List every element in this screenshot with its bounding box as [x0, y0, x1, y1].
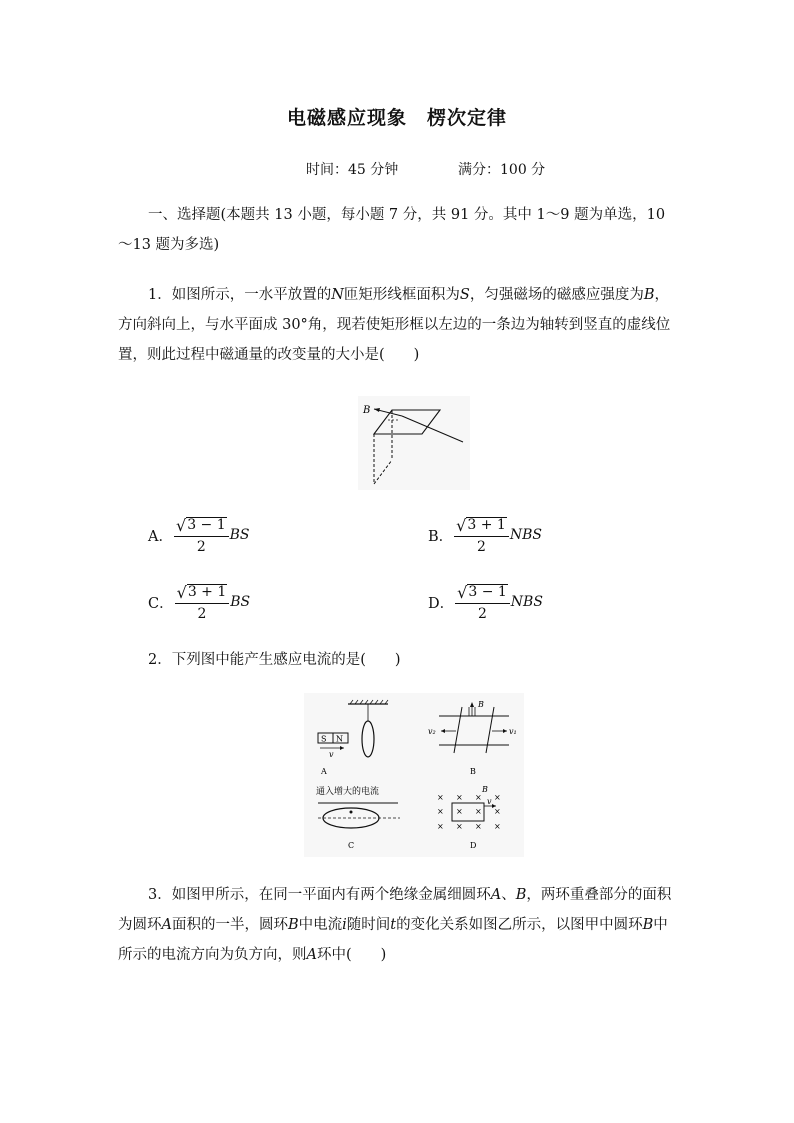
question-2-text: 2．下列图中能产生感应电流的是( ) — [148, 652, 401, 668]
option-d[interactable]: D． √ 3 − 1 2 NBS — [428, 582, 543, 622]
svg-text:S: S — [321, 734, 327, 744]
svg-text:×: × — [456, 793, 463, 802]
svg-text:C: C — [348, 841, 355, 850]
svg-text:B: B — [470, 767, 476, 776]
svg-text:B: B — [478, 700, 484, 709]
svg-text:×: × — [456, 807, 463, 816]
svg-text:×: × — [494, 822, 501, 831]
svg-text:N: N — [336, 734, 343, 744]
section-heading: 一、选择题(本题共 13 小题，每小题 7 分，共 91 分。其中 1～9 题为单选，10～13 题为多选) — [118, 207, 666, 253]
svg-text:×: × — [494, 807, 501, 816]
svg-text:×: × — [456, 822, 463, 831]
svg-text:×: × — [494, 793, 501, 802]
svg-text:v: v — [487, 797, 492, 806]
svg-text:×: × — [437, 793, 444, 802]
question-1-text: 1．如图所示，一水平放置的N匝矩形线框面积为S，匀强磁场的磁感应强度为B，方向斜向上，与水平面成 30°角，现若使矩形框以左边的一条边为轴转到竖直的虚线位置，则此过程中磁通量的改变量的大小是( ) — [118, 287, 671, 363]
option-b[interactable]: B． √ 3 + 1 2 NBS — [428, 515, 542, 555]
svg-text:×: × — [475, 822, 482, 831]
exam-score: 满分：100 分 — [458, 162, 546, 178]
svg-text:v: v — [329, 750, 334, 759]
svg-text:×: × — [437, 807, 444, 816]
svg-text:×: × — [475, 807, 482, 816]
svg-text:A: A — [321, 767, 327, 776]
svg-text:×: × — [437, 822, 444, 831]
svg-text:v₂: v₂ — [428, 727, 436, 736]
svg-text:通入增大的电流: 通入增大的电流 — [316, 787, 380, 797]
figure-b-label: B — [363, 405, 371, 416]
page-title: 电磁感应现象 楞次定律 — [286, 107, 507, 129]
svg-text:D: D — [470, 841, 477, 850]
svg-text:v₁: v₁ — [509, 727, 517, 736]
option-c[interactable]: C． √ 3 + 1 2 BS — [148, 582, 251, 622]
option-a[interactable]: A． √ 3 − 1 2 BS — [148, 515, 250, 555]
exam-time: 时间：45 分钟 — [306, 162, 399, 178]
svg-text:B: B — [482, 785, 488, 794]
question-3-text: 3．如图甲所示，在同一平面内有两个绝缘金属细圆环A、B，两环重叠部分的面积为圆环A面积的一半，圆环B中电流i随时间t的变化关系如图乙所示，以图甲中圆环B中所示的电流方向为负方向，则A环中( ) — [118, 887, 672, 963]
svg-text:×: × — [475, 793, 482, 802]
question-2-figure — [304, 693, 524, 857]
question-1-figure — [358, 396, 470, 490]
